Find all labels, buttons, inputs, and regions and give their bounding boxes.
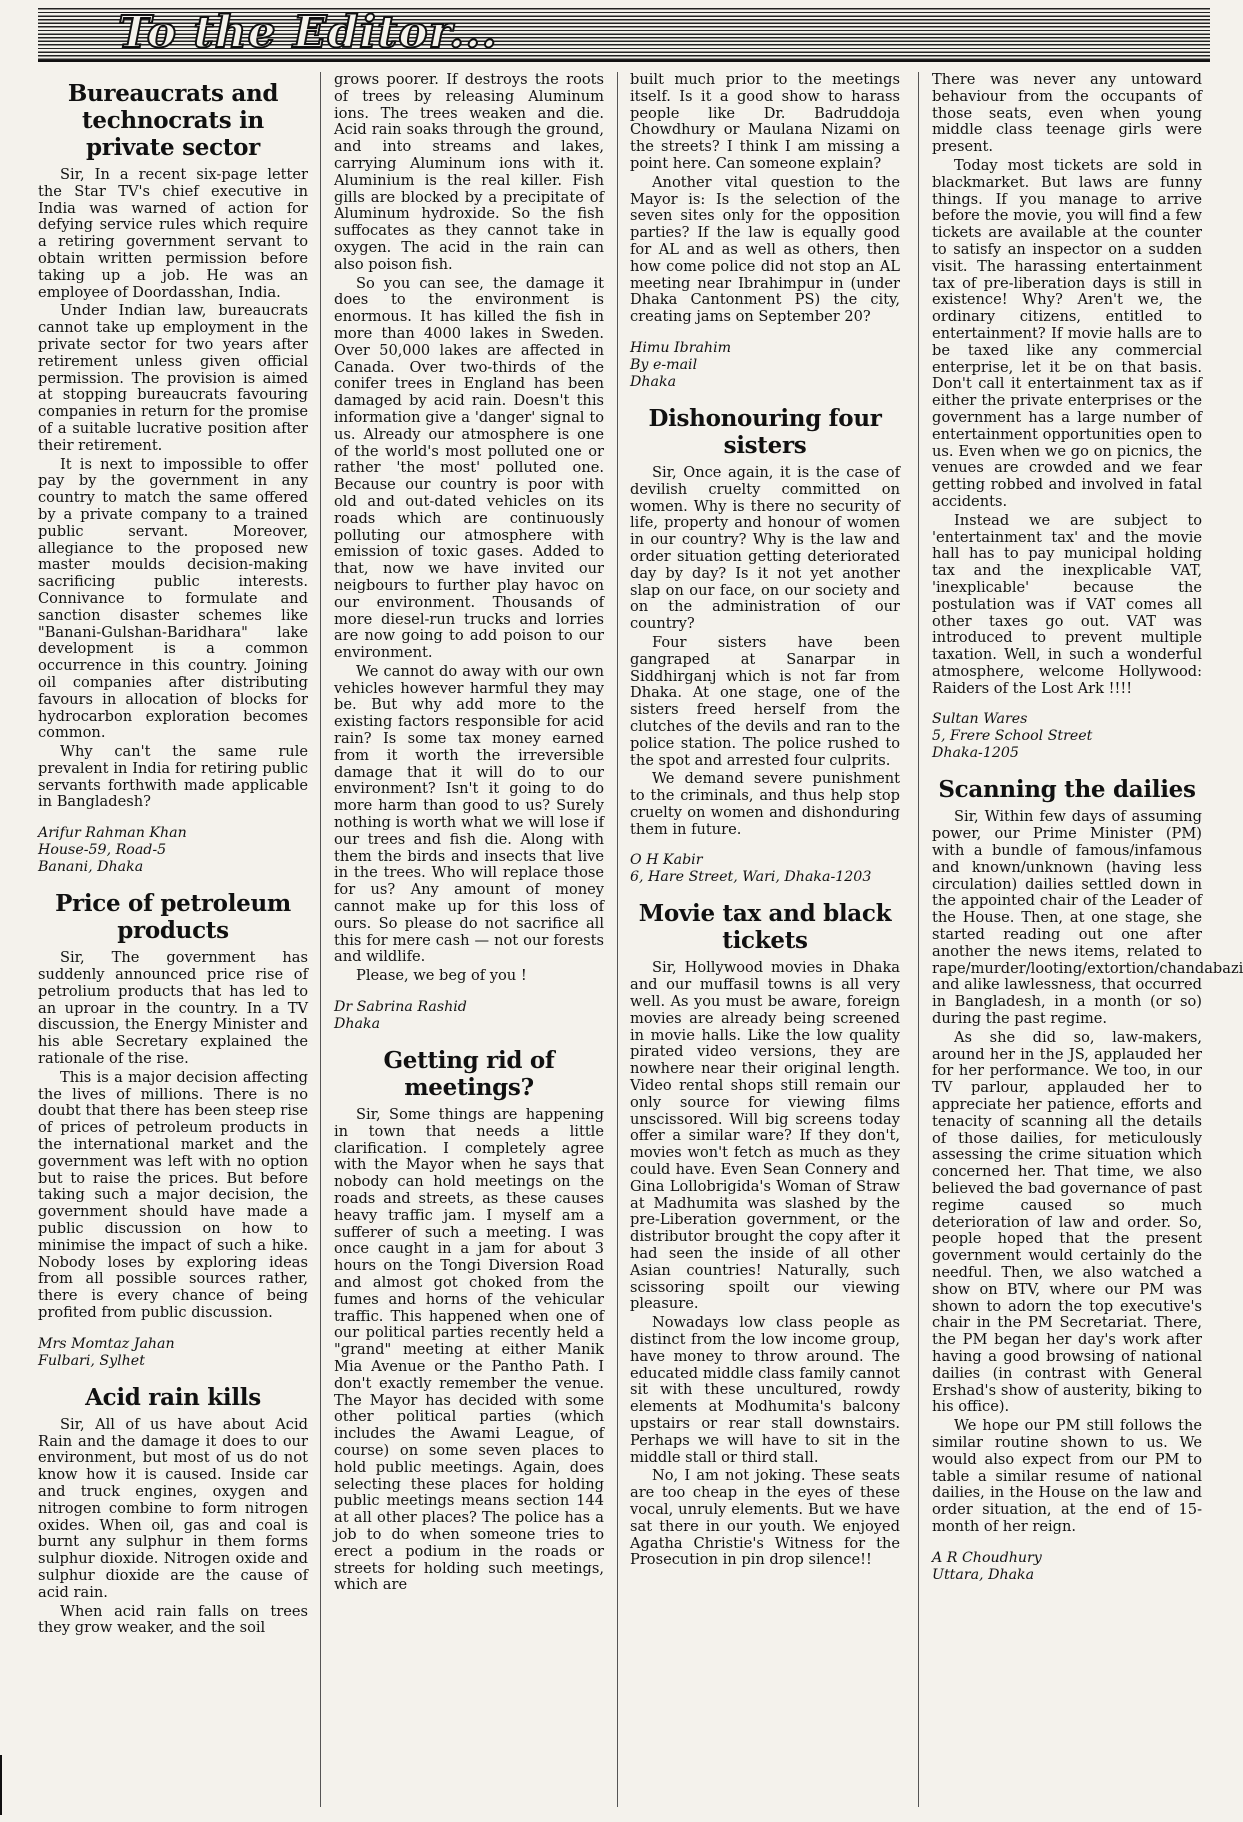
letter-signature	[334, 999, 604, 1033]
letter-paragraph: Why can't the same rule prevalent in India for retiring public servants forthwith made applicable in Bangladesh?	[38, 743, 308, 811]
column-divider	[320, 72, 321, 1807]
letter-paragraph: We demand severe punishment to the criminals, and thus help stop cruelty on women and dishonduring them in future.	[630, 770, 900, 838]
signature-address: House-59, Road-5	[38, 842, 167, 859]
letter-paragraph: We hope our PM still follows the similar routine shown to us. We would also expect from our PM to table a similar resume of national dailies, in the House on the law and order situation, at the end of 15-month of her reign.	[932, 1417, 1202, 1535]
letter-paragraph: There was never any untoward behaviour from the occupants of those seats, even when young middle class teenage girls were present.	[932, 71, 1202, 156]
letter-paragraph: This is a major decision affecting the lives of millions. There is no doubt that there has been steep rise of prices of petroleum products in the international market and the government was left with no option but to raise the prices. But before taking such a major decision, the government should have made a public discussion on how to minimise the impact of such a hike. Nobody loses by exploring ideas from all possible sources rather, there is every chance of being profited from public discussion.	[38, 1068, 308, 1322]
signature-name: A R Choudhury	[932, 1549, 1042, 1566]
letter-paragraph: Four sisters have been gangraped at Sanarpar in Siddhirganj which is not far from Dhaka. At one stage, one of the sisters freed herself from the clutches of the devils and ran to the police station. The police rushed to the spot and arrested four culprits.	[630, 633, 900, 769]
letter-signature	[630, 340, 900, 391]
letter-signature	[38, 825, 308, 876]
signature-address: 5, Frere School Street	[932, 728, 1093, 745]
letter-headline: Bureaucrats and technocrats in private sector	[67, 80, 279, 161]
letter-signature	[932, 711, 1202, 762]
letter-paragraph: grows poorer. If destroys the roots of trees by releasing Aluminum ions. The trees weaken and die. Acid rain soaks through the ground, and into streams and lakes, carrying Aluminum ions with it. Aluminium is the real killer. Fish gills are blocked by a precipitate of Aluminum hydroxide. So the fish suffocates as they cannot take in oxygen. The acid in the rain can also poison fish.	[334, 71, 604, 273]
letter-signature	[932, 1550, 1202, 1584]
letter-paragraph: Please, we beg of you !	[356, 967, 527, 985]
page-edge-rule	[0, 1755, 2, 1815]
signature-name: O H Kabir	[630, 852, 703, 869]
letter-paragraph: We cannot do away with our own vehicles however harmful they may be. But why add more to the existing factors responsible for acid rain? Is some tax money earned from it worth the irreversible damage that it will do to our environment? Isn't it going to do more harm than good to us? Surely nothing is worth what we will lose if our trees and fish die. Along with them the birds and insects that live in the trees. Who will replace those for us? Any amount of money cannot make up for this loss of ours. So please do not sacrifice all this for mere cash — not our forests and wildlife.	[334, 662, 604, 966]
letter-paragraph: Nowadays low class people as distinct from the low income group, have money to throw around. The educated middle class family cannot sit with these uncultured, rowdy elements at Modhumita's balcony upstairs or rear stall downstairs. Perhaps we will have to sit in the middle stall or third stall.	[630, 1314, 900, 1466]
letter-headline: Dishonouring four sisters	[648, 404, 882, 459]
letter-paragraph: Sir, Some things are happening in town that needs a little clarification. I completely agree with the Mayor when he says that nobody can hold meetings on the roads and streets, as these causes heavy traffic jam. I myself am a sufferer of such a meeting. I was once caught in a jam for about 3 hours on the Tongi Diversion Road and almost got choked from the fumes and horns of the vehicular traffic. This happened when one of our political parties recently held a "grand" meeting at either Manik Mia Avenue or the Pantho Path. I don't exactly remember the venue. The Mayor has decided with some other political parties (which includes the Awami League, of course) on some seven places to hold public meetings. Again, does selecting these places for holding public meetings means section 144 at all other places? The police has a job to do when someone tries to erect a podium in the roads or streets for holding such meetings, which are	[334, 1106, 604, 1594]
signature-address: Banani, Dhaka	[38, 859, 144, 876]
letter-paragraph: It is next to impossible to offer pay by the government in any country to match the same offered by a private company to a trained public servant. Moreover, allegiance to the proposed new master moulds decision-making sacrificing public interests. Connivance to formulate and sanction disaster schemes like "Banani-Gulshan-Baridhara" lake development is a common occurrence in this country. Joining oil companies after distributing favours in allocation of blocks for hydrocarbon exploration becomes common.	[38, 455, 308, 742]
signature-name: Sultan Wares	[932, 711, 1028, 728]
letter-paragraph: Instead we are subject to 'entertainment tax' and the movie hall has to pay municipal holding tax and the inexplicable VAT, 'inexplicable' because the postulation was if VAT comes all other taxes go out. VAT was introduced to prevent multiple taxation. Well, in such a wonderful atmosphere, welcome Hollywood: Raiders of the Lost Ark !!!!	[932, 511, 1202, 697]
letter-paragraph: Sir, Hollywood movies in Dhaka and our muffasil towns is all very well. As you must be aware, foreign movies are already being screened in movie halls. Like the low quality pirated video versions, they are nowhere near their original length. Video rental shops still remain our only source for viewing films unscissored. Will big screens today offer a similar ware? If they don't, movies won't fetch as much as they could have. Even Sean Connery and Gina Lollobrigida's Woman of Straw at Madhumita was slashed by the pre-Liberation government, or the distributor brought the copy after it had seen the inside of all other Asian countries! Naturally, such scissoring spoilt our viewing pleasure.	[630, 959, 900, 1313]
letter-headline: Price of petroleum products	[55, 890, 291, 945]
signature-address: Dhaka-1205	[932, 745, 1019, 762]
letter-signature	[38, 1336, 308, 1370]
column-1	[38, 72, 308, 1812]
signature-address: By e-mail	[630, 356, 698, 373]
signature-name: Himu Ibrahim	[630, 339, 732, 356]
letter-paragraph: Sir, The government has suddenly announced price rise of petrolium products that has led to an uproar in the country. In a TV discussion, the Energy Minister and his able Secretary explained the rationale of the rise.	[38, 949, 308, 1068]
column-divider	[617, 72, 618, 1807]
letter-paragraph: Another vital question to the Mayor is: Is the selection of the seven sites only for the opposition parties? If the law is equally good for AL and as well as others, then how come police did not stop an AL meeting near Ibrahimpur in (under Dhaka Cantonment PS) the city, creating jams on September 20?	[630, 173, 900, 326]
signature-address: Uttara, Dhaka	[932, 1566, 1035, 1583]
letter-headline: Acid rain kills	[85, 1383, 261, 1411]
letter-headline: Getting rid of meetings?	[383, 1047, 555, 1102]
letter-paragraph: Sir, In a recent six-page letter the Star TV's chief executive in India was warned of action for defying service rules which require a retiring government servant to obtain written permission before taking up a job. He was an employee of Doordasshan, India.	[38, 166, 308, 301]
letter-headline: Movie tax and black tickets	[638, 900, 892, 955]
column-4	[932, 71, 1243, 1812]
letter-paragraph: As she did so, law-makers, around her in the JS, applauded her for her performance. We too, in our TV parlour, applauded her to appreciate her patience, efforts and tenacity of scanning all the details of those dailies, for meticulously assessing the crime situation which concerned her. That time, we also believed the bad governance of past regime caused so much deterioration of law and order. So, people hoped that the present government would certainly do the needful. Then, we also watched a show on BTV, where our PM was shown to adorn the top executive's chair in the PM Secretariat. There, the PM began her day's work after having a good browsing of national dailies (in contrast with General Ershad's show of austerity, biking to his office).	[932, 1028, 1202, 1416]
letter-paragraph: No, I am not joking. These seats are too cheap in the eyes of these vocal, unruly elements. But we have sat there in our youth. We enjoyed Agatha Christie's Witness for the Prosecution in pin drop silence!!	[630, 1467, 900, 1569]
letter-paragraph: Sir, All of us have about Acid Rain and the damage it does to our environment, but most of us do not know how it is caused. Inside car and truck engines, oxygen and nitrogen combine to form nitrogen oxides. When oil, gas and coal is burnt any sulphur in them forms sulphur dioxide. Nitrogen oxide and sulphur dioxide are the cause of acid rain.	[38, 1415, 308, 1601]
letter-signature	[630, 852, 900, 886]
signature-name: Dr Sabrina Rashid	[334, 999, 467, 1016]
section-banner	[38, 6, 1210, 62]
column-3	[630, 72, 900, 1812]
signature-address: 6, Hare Street, Wari, Dhaka-1203	[630, 869, 872, 886]
letter-paragraph: Sir, Within few days of assuming power, our Prime Minister (PM) with a bundle of famous/infamous and known/unknown (having less circulation) dailies settled down in the appointed chair of the Leader of the House. Then, at one stage, she started reading out one after another the news items, related to rape/murder/looting/extortion/chandabazi and alike lawlessness, that occurred in Bangladesh, in a month (or so) during the past regime.	[932, 808, 1243, 1028]
letter-paragraph: built much prior to the meetings itself. Is it a good show to harass people like Dr. Badruddoja Chowdhury or Maulana Nizami on the streets? I think I am missing a point here. Can someone explain?	[630, 71, 900, 172]
letter-paragraph: Today most tickets are sold in blackmarket. But laws are funny things. If you manage to arrive before the movie, you will find a few tickets are available at the counter to satisfy an inspector on a sudden visit. The harassing entertainment tax of pre-liberation days is still in existence! Why? Aren't we, the ordinary citizens, entitled to entertainment? If movie halls are to be taxed like any commercial enterprise, let it be on that basis. Don't call it entertainment tax as if either the private enterprises or the government has a large number of entertainment opportunities open to us. Even when we go on picnics, the venues are crowded and we fear getting robbed and involved in fatal accidents.	[932, 156, 1202, 510]
signature-name: Mrs Momtaz Jahan	[38, 1335, 175, 1352]
column-divider	[918, 72, 919, 1807]
letter-paragraph: So you can see, the damage it does to the environment is enormous. It has killed the fish in more than 4000 lakes in Sweden. Over 50,000 lakes are affected in Canada. Over two-thirds of the conifer trees in England has been damaged by acid rain. Doesn't this information give a 'danger' signal to us. Already our atmosphere is one of the world's most polluted one or rather 'the most' polluted one. Because our country is poor with old and out-dated vehicles on its roads which are continuously polluting our atmosphere with emission of toxic gases. Added to that, now we have invited our neigbours to further play havoc on our environment. Thousands of more diesel-run trucks and lorries are now going to add poison to our environment.	[334, 274, 604, 662]
signature-address: Dhaka	[334, 1016, 381, 1033]
letter-paragraph: Sir, Once again, it is the case of devilish cruelty committed on women. Why is there no security of life, property and honour of women in our country? Why is the law and order situation getting deteriorated day by day? Is it not yet another slap on our face, on our society and on the administration of our country?	[630, 463, 900, 633]
letter-headline: Scanning the dailies	[938, 776, 1196, 804]
signature-address: Dhaka	[630, 373, 677, 390]
letter-paragraph: When acid rain falls on trees they grow weaker, and the soil	[38, 1602, 308, 1637]
letter-paragraph: Under Indian law, bureaucrats cannot take up employment in the private sector for two years after retirement unless given official permission. The provision is aimed at stopping bureaucrats favouring companies in return for the promise of a suitable lucrative position after their retirement.	[38, 302, 308, 454]
signature-address: Fulbari, Sylhet	[38, 1352, 145, 1369]
section-title: To the Editor...	[118, 7, 498, 58]
column-2	[334, 72, 604, 1812]
signature-name: Arifur Rahman Khan	[38, 825, 187, 842]
